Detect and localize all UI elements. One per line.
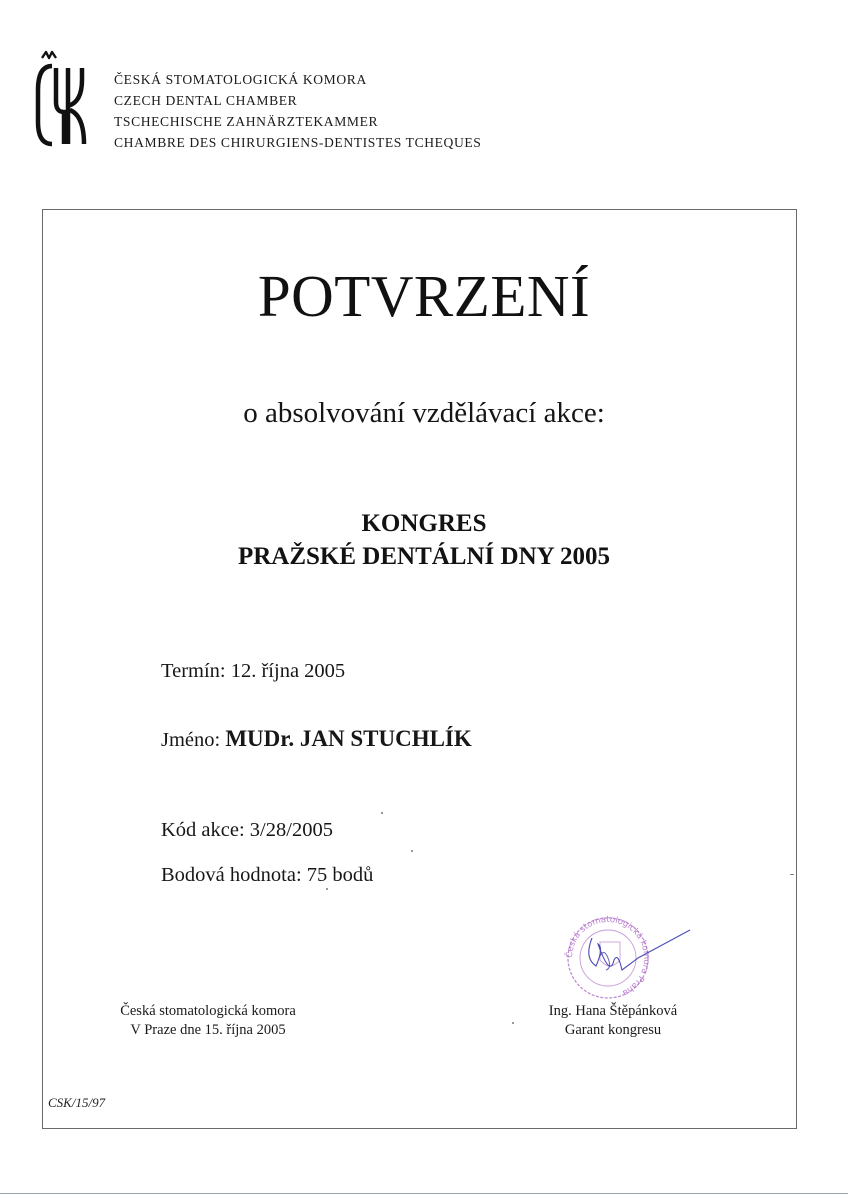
chamber-names [114, 69, 481, 153]
logo-crown [42, 52, 56, 58]
event-name-line2: PRAŽSKÉ DENTÁLNÍ DNY 2005 [237, 543, 611, 570]
scan-speck [411, 850, 413, 852]
term-label: Termín: [161, 660, 226, 682]
event-name-line1: KONGRES [361, 510, 487, 537]
chamber-name-czech: ČESKÁ STOMATOLOGICKÁ KOMORA [114, 72, 367, 87]
stamp-text: Česká stomatologická komora Praha [564, 914, 652, 998]
issue-place-date: V Praze dne 15. října 2005 [130, 1022, 286, 1038]
name-label: Jméno: [161, 729, 221, 751]
scan-speck [381, 812, 383, 814]
certificate-title: POTVRZENÍ [257, 263, 591, 329]
chamber-name-german: TSCHECHISCHE ZAHNÄRZTEKAMMER [114, 114, 379, 129]
scan-speck [512, 1022, 514, 1024]
name-value: MUDr. JAN STUCHLÍK [225, 726, 472, 751]
issuer-organization: Česká stomatologická komora [120, 1003, 296, 1019]
scan-speck [790, 874, 794, 875]
logo-letter-c [38, 66, 52, 144]
points-label: Bodová hodnota: [161, 864, 302, 886]
chamber-name-english: CZECH DENTAL CHAMBER [114, 93, 298, 108]
signer-role: Garant kongresu [564, 1022, 662, 1038]
event-code-value: 3/28/2005 [249, 819, 333, 841]
issuer-block [108, 1002, 308, 1040]
chamber-name-french: CHAMBRE DES CHIRURGIENS-DENTISTES TCHEQUES [114, 135, 482, 150]
official-stamp [560, 908, 695, 1003]
signer-name: Ing. Hana Štěpánková [548, 1003, 678, 1019]
points-value: 75 bodů [306, 864, 374, 886]
signer-block [528, 1002, 698, 1040]
certificate-subtitle: o absolvování vzdělávací akce: [243, 397, 605, 429]
scan-speck [326, 888, 328, 890]
form-code: CSK/15/97 [48, 1095, 106, 1110]
event-name [0, 507, 848, 573]
points-field [161, 864, 373, 887]
chamber-logo [34, 50, 90, 148]
event-code-field [161, 819, 333, 842]
term-field [161, 660, 345, 683]
logo-letter-s [56, 68, 64, 144]
event-code-label: Kód akce: [161, 819, 245, 841]
term-value: 12. října 2005 [230, 660, 346, 682]
logo-letter-k [68, 68, 84, 144]
page-bottom-edge [0, 1193, 848, 1194]
name-field [161, 726, 472, 752]
stamp-emblem [600, 942, 620, 966]
